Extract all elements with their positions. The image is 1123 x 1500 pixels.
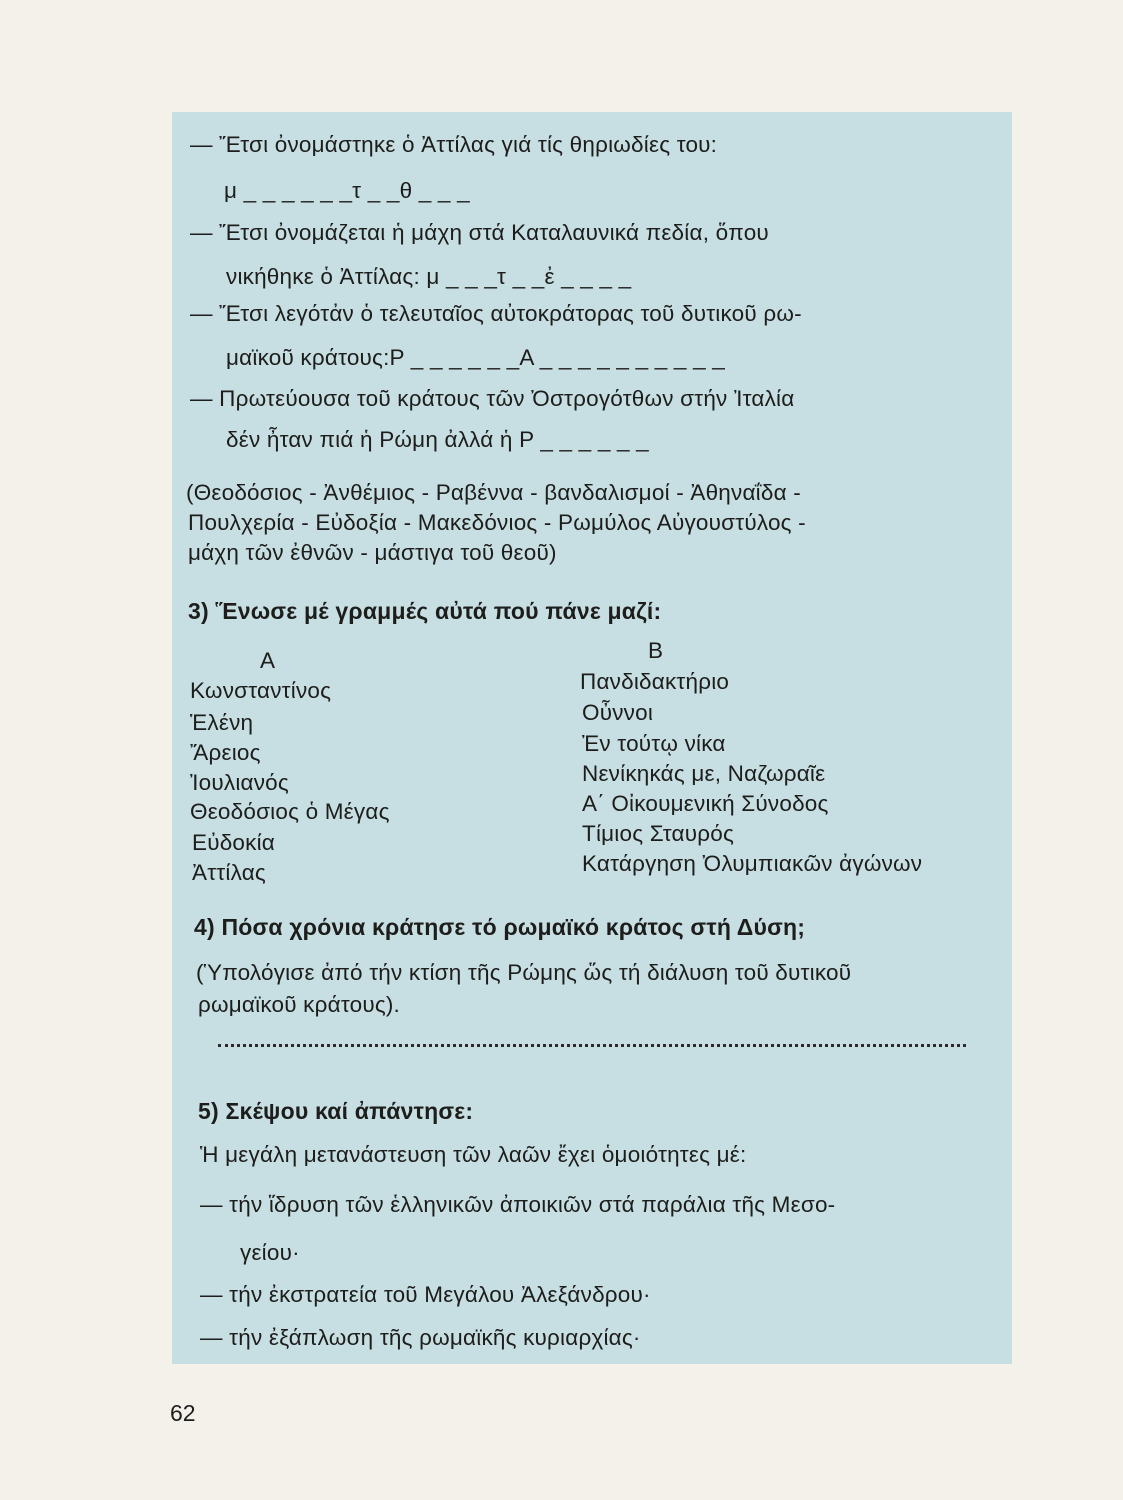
match-a-item[interactable]: Ἄρειος: [190, 740, 261, 765]
answer-blank-2: νικήθηκε ὁ Ἀττίλας: μ _ _ _τ _ _ἐ _ _ _ _: [226, 264, 632, 289]
word-options-line-3: μάχη τῶν ἐθνῶν - μάστιγα τοῦ θεοῦ): [188, 540, 557, 565]
match-b-item[interactable]: Νενίκηκάς με, Ναζωραῖε: [582, 761, 826, 786]
match-a-item[interactable]: Κωνσταντίνος: [190, 678, 332, 703]
question-line-attila-nickname: — Ἔτσι ὀνομάστηκε ὁ Ἀττίλας γιά τίς θηριωδίες του:: [190, 132, 718, 157]
match-b-item[interactable]: Πανδιδακτήριο: [580, 669, 730, 694]
section-5-item-1-cont: γείου·: [240, 1240, 300, 1265]
match-a-item[interactable]: Ἰουλιανός: [190, 770, 289, 795]
match-b-item[interactable]: Ἐν τούτῳ νίκα: [582, 731, 726, 756]
question-line-battle: — Ἔτσι ὀνομάζεται ἡ μάχη στά Καταλαυνικά πεδία, ὅπου: [190, 220, 769, 245]
section-4-title: 4) Πόσα χρόνια κράτησε τό ρωμαϊκό κράτος στή Δύση;: [194, 914, 806, 940]
column-a-header: Α: [260, 648, 276, 673]
match-b-item[interactable]: Οὖννοι: [582, 700, 654, 725]
section-5-intro: Ἡ μεγάλη μετανάστευση τῶν λαῶν ἔχει ὁμοιότητες μέ:: [200, 1142, 747, 1167]
page-number: 62: [170, 1400, 196, 1426]
match-a-item[interactable]: Ἑλένη: [190, 710, 254, 735]
match-a-item[interactable]: Θεοδόσιος ὁ Μέγας: [190, 799, 390, 824]
question-line-last-emperor: — Ἔτσι λεγότἀν ὁ τελευταῖος αὐτοκράτορας τοῦ δυτικοῦ ρω-: [190, 301, 802, 326]
section-5-item-2: — τήν ἐκστρατεία τοῦ Μεγάλου Ἀλεξάνδρου·: [200, 1282, 651, 1307]
word-options-line-1: (Θεοδόσιος - Ἀνθέμιος - Ραβέννα - βανδαλισμοί - Ἀθηναΐδα -: [186, 480, 801, 505]
answer-blank-3: μαϊκοῦ κράτους:Ρ _ _ _ _ _ _Α _ _ _ _ _ _ _ _ _ _: [226, 345, 725, 370]
section-5-item-3: — τήν ἐξάπλωση τῆς ρωμαϊκῆς κυριαρχίας·: [200, 1325, 641, 1350]
answer-dotted-line[interactable]: [218, 1040, 966, 1047]
answer-blank-1: μ _ _ _ _ _ _τ _ _θ _ _ _: [224, 178, 470, 203]
match-b-item[interactable]: Α΄ Οἰκουμενική Σύνοδος: [582, 791, 829, 816]
column-b-header: Β: [648, 638, 664, 663]
section-5-item-1: — τήν ἵδρυση τῶν ἑλληνικῶν ἀποικιῶν στά παράλια τῆς Μεσο-: [200, 1192, 836, 1217]
word-options-line-2: Πουλχερία - Εὐδοξία - Μακεδόνιος - Ρωμύλος Αὐγουστύλος -: [188, 510, 806, 535]
match-a-item[interactable]: Ἀττίλας: [192, 860, 266, 885]
section-3-title: 3) Ἕνωσε μέ γραμμές αὐτά πού πάνε μαζί:: [188, 598, 662, 624]
match-b-item[interactable]: Κατάργηση Ὀλυμπιακῶν ἀγώνων: [582, 851, 923, 876]
match-b-item[interactable]: Τίμιος Σταυρός: [582, 821, 734, 846]
question-line-capital: — Πρωτεύουσα τοῦ κράτους τῶν Ὀστρογότθων στήν Ἰταλία: [190, 386, 795, 411]
answer-blank-4: δέν ἦταν πιά ἡ Ρώμη ἀλλά ἡ Ρ _ _ _ _ _ _: [226, 427, 649, 452]
match-a-item[interactable]: Εὐδοκία: [192, 830, 276, 855]
section-4-instruction-1: (Ὑπολόγισε ἀπό τήν κτίση τῆς Ρώμης ὥς τή διάλυση τοῦ δυτικοῦ: [196, 960, 852, 985]
section-4-instruction-2: ρωμαϊκοῦ κράτους).: [198, 992, 401, 1017]
section-5-title: 5) Σκέψου καί ἀπάντησε:: [198, 1098, 474, 1124]
